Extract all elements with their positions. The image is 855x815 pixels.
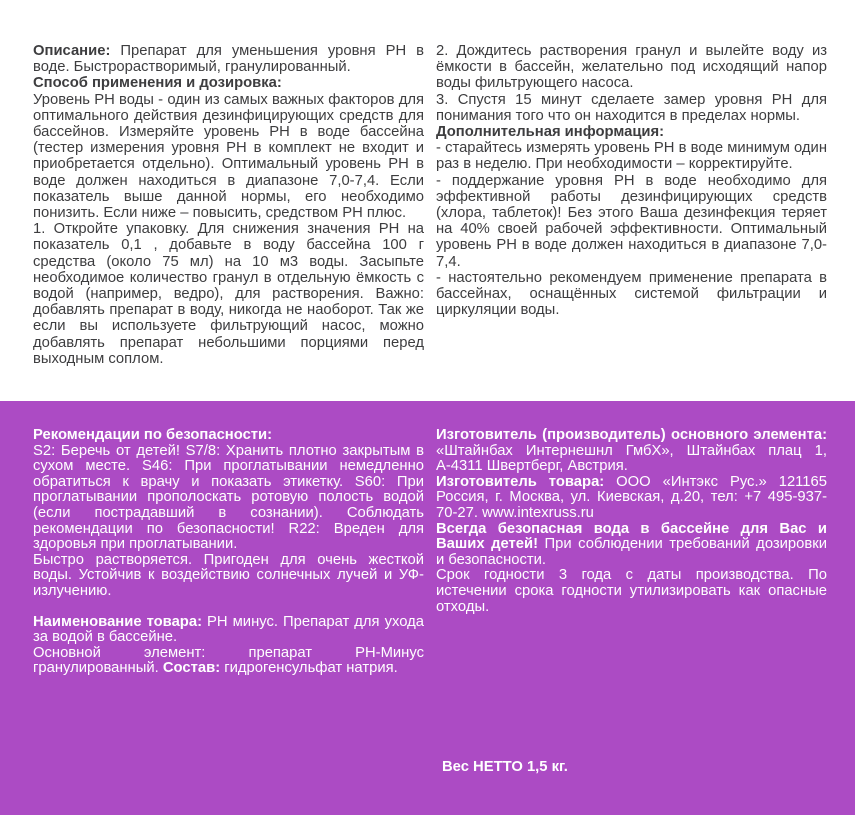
paragraph <box>436 140 827 172</box>
text: Уровень PH воды - один из самых важных факторов для оптимального действия дезинфицирующих средств для бассейнов. Измеряйте уровень PH в воде бассейна (тестер измерения уровня PH в комплект не входит и приобретается отдельно). Оптимальный уровень PH в воде должен находиться в диапазоне 7,0-7,4. Если показатель выше данной нормы, его необходимо понизить. Если ниже – повысить, средством PH плюс. <box>33 91 424 222</box>
bold-text: Наименование товара: <box>33 613 203 630</box>
bold-text: Состав: <box>162 660 221 677</box>
paragraph <box>436 522 827 569</box>
paragraph <box>436 568 827 615</box>
paragraph <box>436 270 827 319</box>
paragraph <box>33 221 424 367</box>
paragraph <box>436 124 827 140</box>
paragraph <box>33 75 424 91</box>
text: - поддержание уровня PH в воде необходимо для эффективной работы дезинфицирующих средств (хлора, таблеток)! Без этого Ваша дезинфекция теряет на 40% своей рабочей эффективности. Оптимальный уровень PH в воде должен находиться в диапазоне 7,0-7,4. <box>436 172 827 270</box>
paragraph <box>33 444 424 553</box>
paragraph <box>33 615 424 646</box>
safety-info-panel <box>0 401 855 815</box>
paragraph <box>33 428 424 444</box>
text: «Штайнбах Интернешнл ГмбХ», Штайнбах плац 1, А-4311 Швертберг, Австрия. <box>436 442 827 475</box>
bold-text: Способ применения и дозировка: <box>33 75 282 92</box>
text: S2: Беречь от детей! S7/8: Хранить плотно закрытым в сухом месте. S46: При проглатывании немедленно обратиться к врачу и показать этикетку. S60: При проглатывании прополоскать ротовую полость водой (если пострадавший в сознании). Соблюдать рекомендации по безопасности! R22: Вреден для здоровья при проглатывании. <box>33 442 424 553</box>
bold-text: Рекомендации по безопасности: <box>33 427 273 443</box>
text: Быстро растворяется. Пригоден для очень жесткой воды. Устойчив к воздействию солнечных лучей и УФ-излучению. <box>33 551 424 599</box>
instructions-right-column <box>436 43 827 401</box>
text: 3. Спустя 15 минут сделаете замер уровня PH для понимания того что он находится в пределах нормы. <box>436 91 827 124</box>
text: - старайтесь измерять уровень PH в воде минимум один раз в неделю. При необходимости – корректируйте. <box>436 140 827 173</box>
panel-right-column <box>436 428 827 815</box>
usage-instructions-section <box>0 0 855 401</box>
text: 1. Откройте упаковку. Для снижения значения PH на показатель 0,1 , добавьте в воду бассейна 100 г средства (около 75 мл) на 10 м3 воды. Засыпьте необходимое количество гранул в отдельную ёмкость с водой (например, ведро), для растворения. Важно: добавлять препарат в воду, никогда не наоборот. Так же если вы используете фильтрующий насос, можно добавлять препарат небольшими порциями перед выходным соплом. <box>33 221 424 367</box>
bold-text: Изготовитель товара: <box>436 473 605 490</box>
text: Препарат для уменьшения уровня PH в воде. Быстрорастворимый, гранулированный. <box>33 43 424 76</box>
manufacturer-info <box>436 428 827 615</box>
bold-text: Описание: <box>33 43 111 59</box>
bold-text: Дополнительная информация: <box>436 124 665 141</box>
instructions-left-column <box>33 43 424 401</box>
bold-text: Изготовитель (производитель) основного элемента: <box>436 427 827 443</box>
text: ООО «Интэкс Рус.» 121165 Россия, г. Москва, ул. Киевская, д.20, тел: +7 495-937-70-27. www.intexruss.ru <box>436 473 827 521</box>
paragraph <box>33 92 424 222</box>
paragraph <box>436 173 827 270</box>
text: Основной элемент: препарат PH-Минус гранулированный. <box>33 644 424 677</box>
paragraph <box>436 43 827 92</box>
panel-left-column <box>33 428 424 815</box>
paragraph <box>33 553 424 600</box>
paragraph <box>436 428 827 475</box>
text: - настоятельно рекомендуем применение препарата в бассейнах, оснащённых системой фильтрации и циркуляции воды. <box>436 269 827 319</box>
paragraph <box>436 475 827 522</box>
text: При соблюдении требований дозировки и безопасности. <box>436 536 827 568</box>
paragraph <box>33 43 424 75</box>
bold-text: Всегда безопасная вода в бассейне для Вас и Ваших детей! <box>436 520 827 553</box>
paragraph <box>436 92 827 124</box>
paragraph <box>33 646 424 677</box>
net-weight: Вес НЕТТО 1,5 кг. <box>442 759 568 776</box>
text: гидрогенсульфат натрия. <box>220 660 398 677</box>
text: Срок годности 3 года с даты производства. По истечении срока годности утилизировать как опасные отходы. <box>436 567 827 615</box>
text: PH минус. Препарат для ухода за водой в бассейне. <box>33 613 424 646</box>
text: 2. Дождитесь растворения гранул и вылейте воду из ёмкости в бассейн, желательно под исходящий напор воды фильтрующего насоса. <box>436 43 827 92</box>
